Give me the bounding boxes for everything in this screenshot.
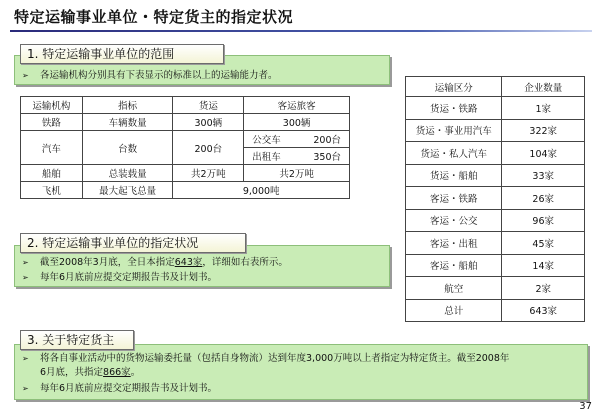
- table-row: 货运・船舶 33家: [406, 164, 585, 187]
- table-row: 客运・公交 96家: [406, 209, 585, 232]
- shipper-count-link[interactable]: 866家: [103, 367, 131, 378]
- section3-heading: 3. 关于特定货主: [20, 330, 134, 350]
- table-row: 货运・铁路 1家: [406, 97, 585, 120]
- arrow-bullet-icon: ➢: [22, 273, 29, 282]
- section3-bullet-2: ➢ 每年6月底前应提交定期报告书及计划书。: [22, 383, 218, 394]
- table-row: 飞机 最大起飞总量 9,000吨: [21, 182, 350, 199]
- table-row: 客运・船舶 14家: [406, 254, 585, 277]
- table-row: 总计 643家: [406, 299, 585, 322]
- arrow-bullet-icon: ➢: [22, 71, 29, 80]
- transport-criteria-table: [20, 96, 350, 199]
- table-header-row: 运输机构 指标 货运 客运旅客: [21, 97, 350, 114]
- section2-bullet-2: ➢ 每年6月底前应提交定期报告书及计划书。: [22, 272, 218, 283]
- title-divider: [10, 30, 592, 32]
- designation-status-table: [405, 76, 585, 322]
- table-row: 出租车 350台: [21, 148, 350, 165]
- table-row: 货运・事业用汽车 322家: [406, 119, 585, 142]
- table-row: 船舶 总装载量 共2万吨 共2万吨: [21, 165, 350, 182]
- page-title: 特定运输事业单位・特定货主的指定状况: [14, 8, 294, 26]
- table-header-row: 运输区分 企业数量: [406, 77, 585, 97]
- table-row: 客运・铁路 26家: [406, 187, 585, 210]
- section1-bullet: ➢ 各运输机构分别具有下表显示的标准以上的运输能力者。: [22, 70, 278, 81]
- arrow-bullet-icon: ➢: [22, 354, 29, 363]
- section1-heading: 1. 特定运输事业单位的范围: [20, 44, 224, 64]
- table-row: 货运・私人汽车 104家: [406, 142, 585, 165]
- section3-bullet-1: ➢ 将各自事业活动中的货物运输委托量（包括自身物流）达到年度3,000万吨以上者指定为特定货主。截至2008年 6月底，共指定866家。: [22, 353, 510, 378]
- arrow-bullet-icon: ➢: [22, 258, 29, 267]
- table-row: 铁路 车辆数量 300辆 300辆: [21, 114, 350, 131]
- section2-heading: 2. 特定运输事业单位的指定状况: [20, 233, 246, 253]
- designated-count-link[interactable]: 643家: [174, 257, 203, 268]
- arrow-bullet-icon: ➢: [22, 384, 29, 393]
- table-row: 客运・出租 45家: [406, 232, 585, 255]
- section2-bullet-1: ➢ 截至2008年3月底，全日本指定643家，详细如右表所示。: [22, 257, 288, 268]
- table-row: 汽车 台数 200台 公交车 200台: [21, 131, 350, 148]
- table-row: 航空 2家: [406, 277, 585, 300]
- page-number: 37: [579, 401, 592, 412]
